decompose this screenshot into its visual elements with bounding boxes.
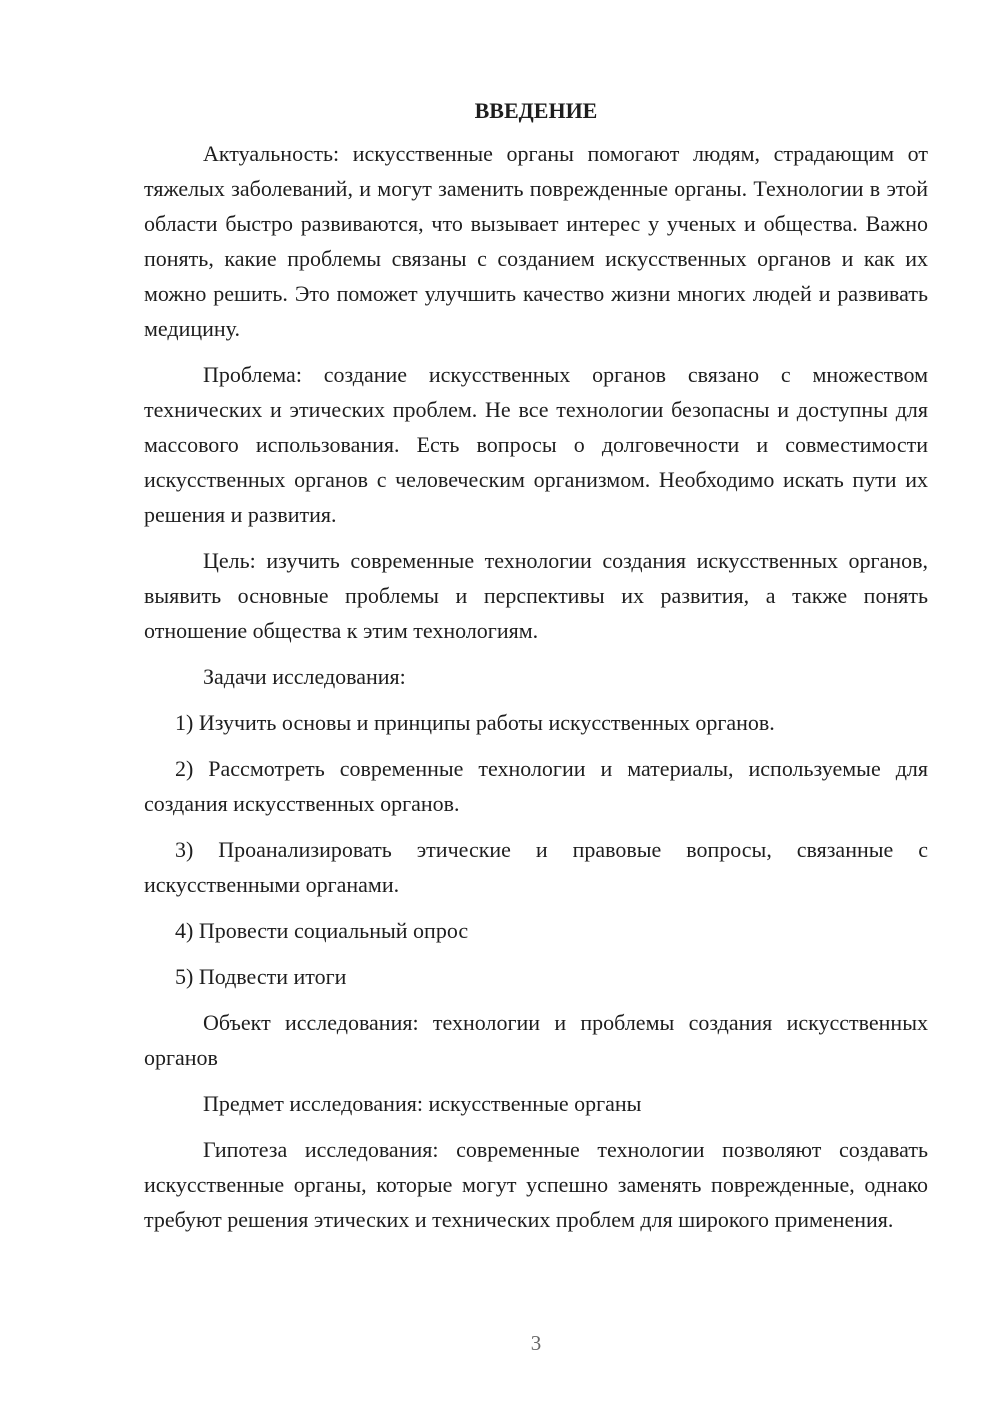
task-item-2: 2) Рассмотреть современные технологии и материалы, используемые для создания искусственных органов. — [144, 756, 928, 816]
tasks-heading: Задачи исследования: — [203, 664, 406, 689]
task-item-1: 1) Изучить основы и принципы работы искусственных органов. — [175, 710, 775, 735]
paragraph-object: Объект исследования: технологии и проблемы создания искусственных органов — [144, 1010, 928, 1070]
document-body — [144, 92, 928, 1248]
task-item-4: 4) Провести социальный опрос — [175, 918, 469, 943]
task-item-5: 5) Подвести итоги — [175, 964, 347, 989]
paragraph-problem: Проблема: создание искусственных органов связано с множеством технических и этических проблем. Не все технологии безопасны и доступны для массового использования. Есть вопросы о долговечности и совместимости искусственных органов с человеческим организмом. Необходимо искать пути их решения и развития. — [144, 362, 928, 527]
task-item-3: 3) Проанализировать этические и правовые вопросы, связанные с искусственными органами. — [144, 837, 928, 897]
page-title: ВВЕДЕНИЕ — [474, 98, 598, 123]
paragraph-relevance: Актуальность: искусственные органы помогают людям, страдающим от тяжелых заболеваний, и могут заменить поврежденные органы. Технологии в этой области быстро развиваются, что вызывает интерес у ученых и общества. Важно понять, какие проблемы связаны с созданием искусственных органов и как их можно решить. Это поможет улучшить качество жизни многих людей и развивать медицину. — [144, 141, 928, 341]
paragraph-hypothesis: Гипотеза исследования: современные технологии позволяют создавать искусственные органы, которые могут успешно заменять поврежденные, однако требуют решения этических и технических проблем для широкого применения. — [144, 1137, 928, 1232]
page-number: 3 — [530, 1331, 542, 1355]
paragraph-goal: Цель: изучить современные технологии создания искусственных органов, выявить основные проблемы и перспективы их развития, а также понять отношение общества к этим технологиям. — [144, 548, 928, 643]
paragraph-subject: Предмет исследования: искусственные органы — [203, 1091, 642, 1116]
